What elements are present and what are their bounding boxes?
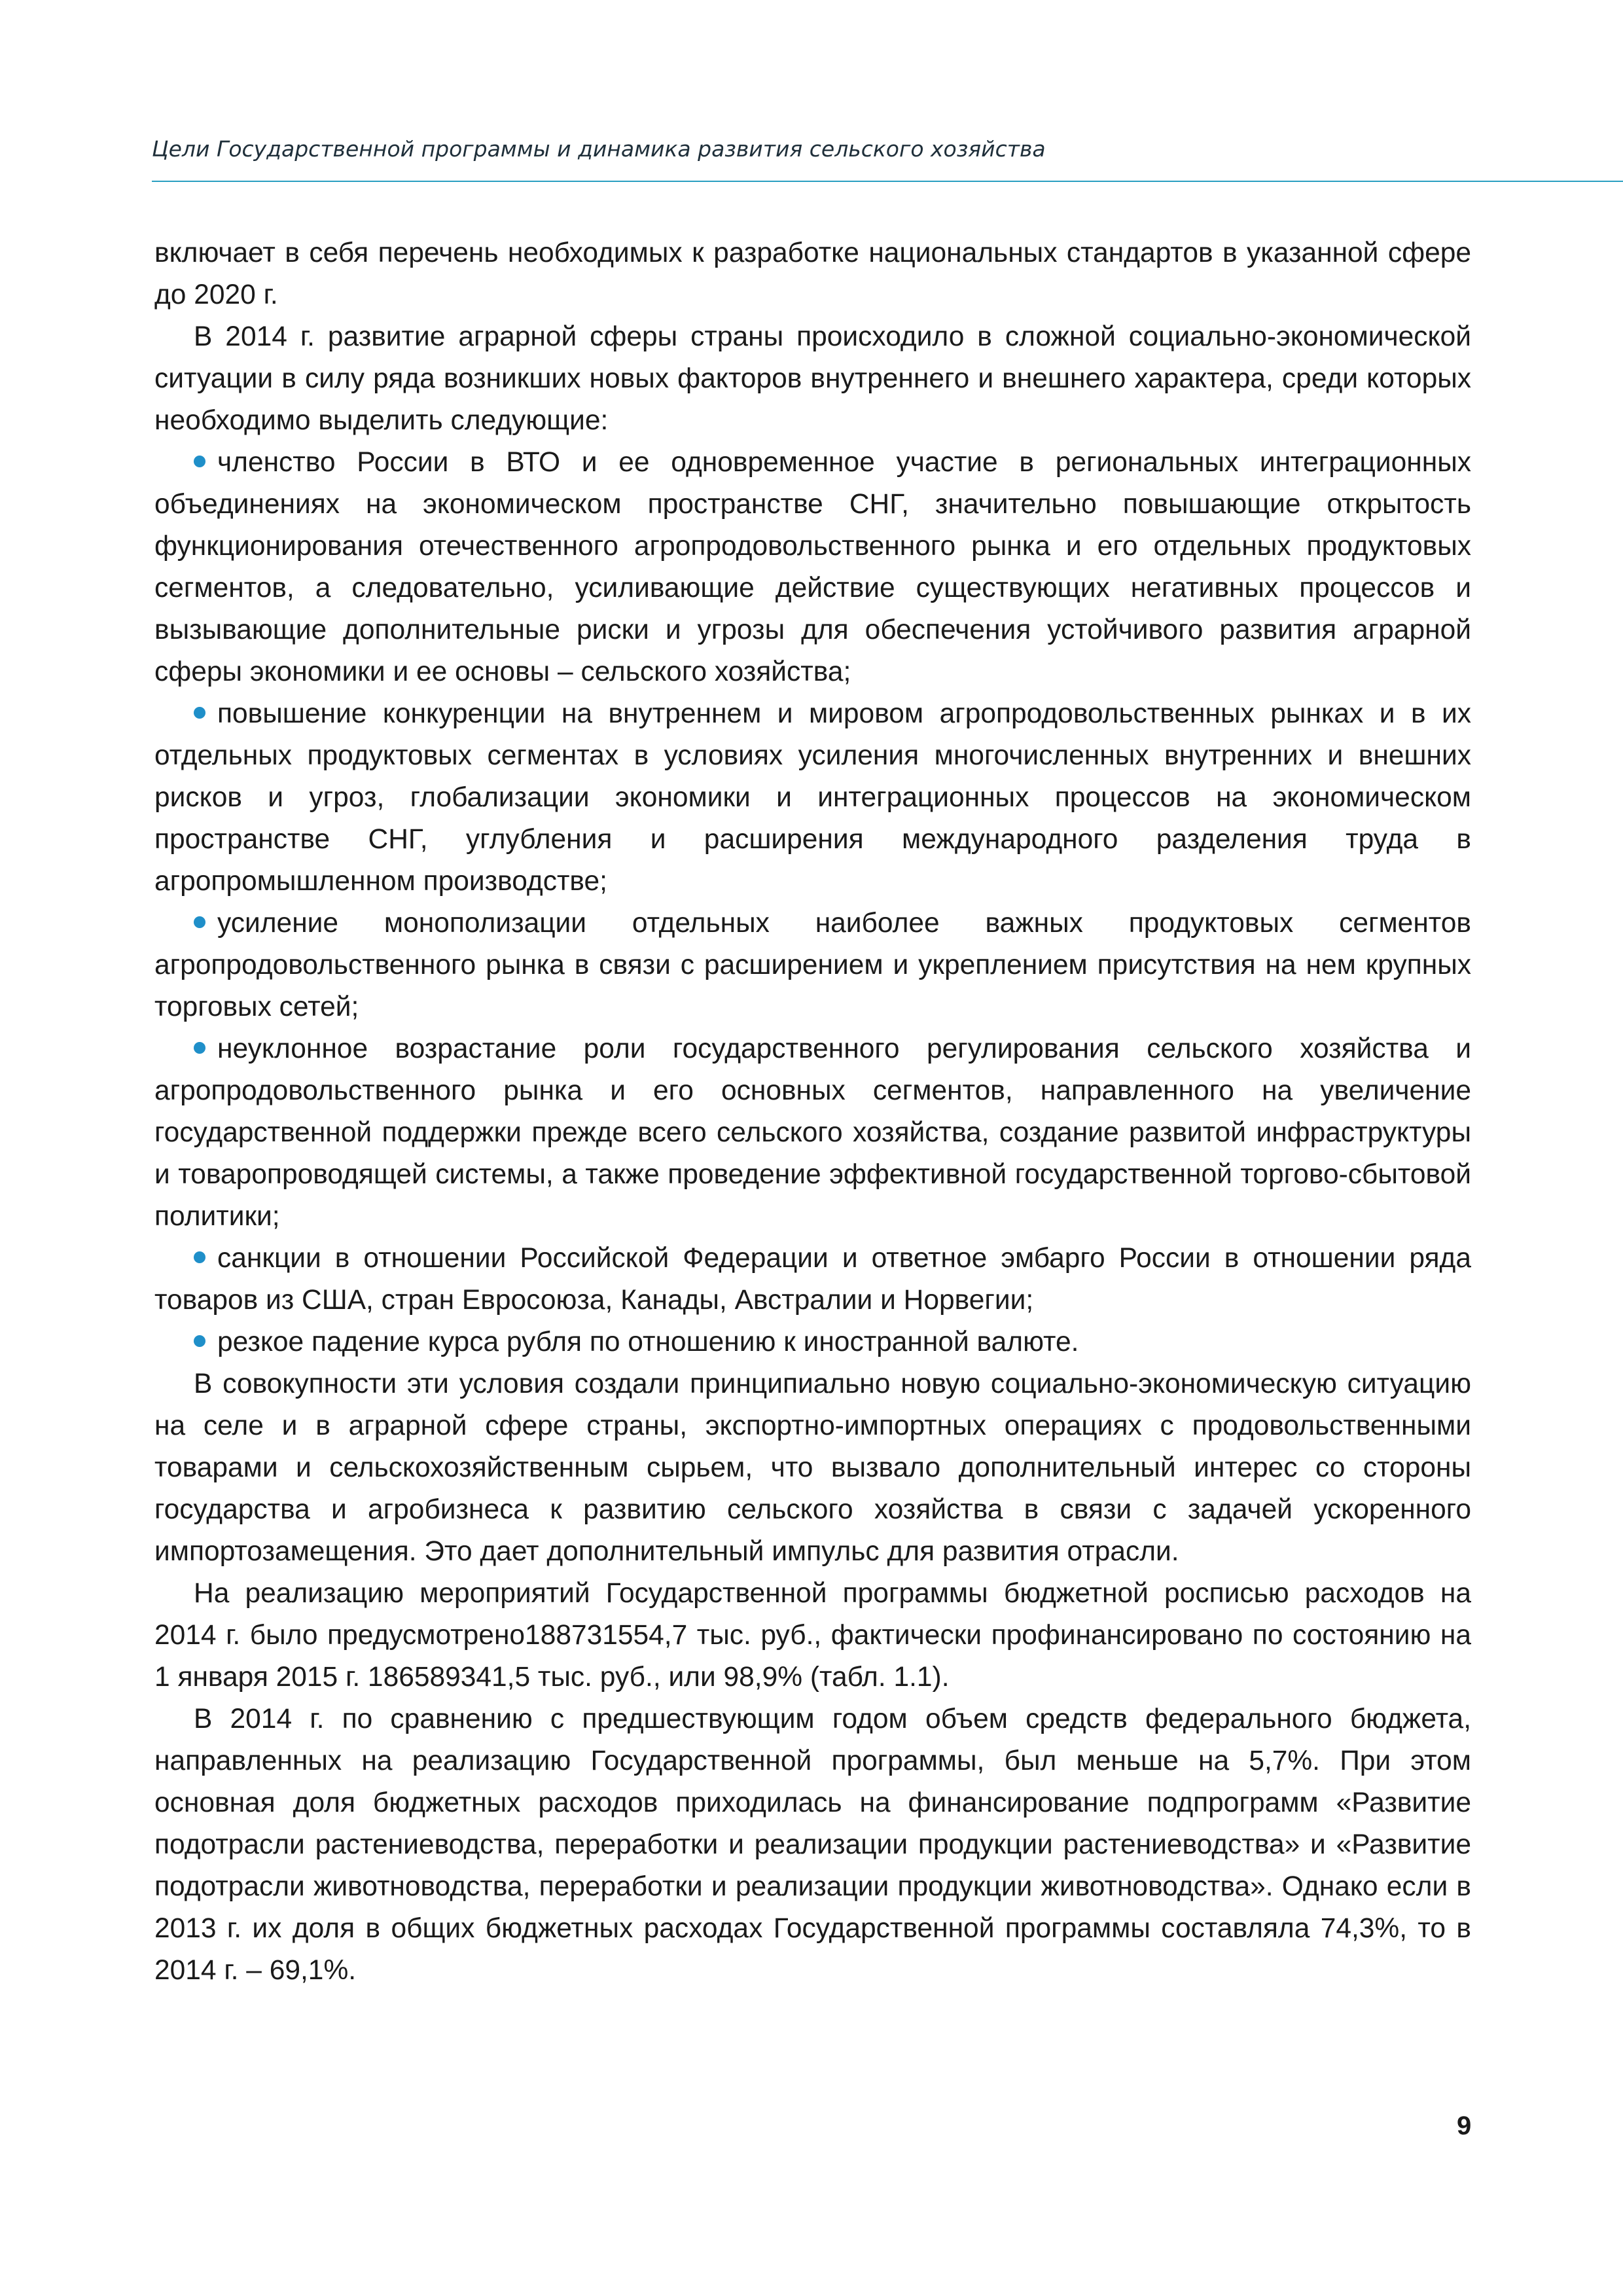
body-text	[154, 232, 1471, 1992]
paragraph-financing: На реализацию мероприятий Государственной программы бюджетной росписью расходов на 2014 г. было предусмотрено188731554,7 тыс. руб., фактически профинансировано по состоянию на 1 января 2015 г. 186589341,5 тыс. руб., или 98,9% (табл. 1.1).	[154, 1578, 1471, 1693]
bullet-item	[154, 1321, 1471, 1363]
bullet-item	[154, 1238, 1471, 1321]
bullet-text: членство России в ВТО и ее одновременное участие в региональных интеграционных объединениях на экономическом пространстве СНГ, значительно повышающие открытость функционирования отечественного агропродовольственного рынка и его отдельных продуктовых сегментов, а следовательно, усиливающие действие существующих негативных процессов и вызывающие дополнительные риски и угрозы для обеспечения устойчивого развития аграрной сферы экономики и ее основы – сельского хозяйства;	[154, 447, 1471, 687]
bullet-text: санкции в отношении Российской Федерации и ответное эмбарго России в отношении ряда товаров из США, стран Евросоюза, Канады, Австралии и Норвегии;	[154, 1243, 1471, 1316]
bullet-text: резкое падение курса рубля по отношению к иностранной валюте.	[217, 1327, 1079, 1357]
paragraph-intro: В 2014 г. развитие аграрной сферы страны происходило в сложной социально-экономической ситуации в силу ряда возникших новых факторов внутреннего и внешнего характера, среди которых необходимо выделить следующие:	[154, 321, 1471, 436]
running-header-title: Цели Государственной программы и динамика развития сельского хозяйства	[152, 136, 1046, 162]
running-header	[152, 128, 1623, 182]
paragraph-conditions: В совокупности эти условия создали принципиально новую социально-экономическую ситуацию на селе и в аграрной сфере страны, экспортно-импортных операциях с продовольственными товарами и сельскохозяйственным сырьем, что вызвало дополнительный интерес со стороны государства и агробизнеса к развитию сельского хозяйства в связи с задачей ускоренного импортозамещения. Это дает дополнительный импульс для развития отрасли.	[154, 1369, 1471, 1567]
bullet-icon	[194, 456, 205, 467]
page-number: 9	[1457, 2111, 1472, 2140]
bullet-item	[154, 1028, 1471, 1238]
bullet-item	[154, 693, 1471, 903]
bullet-item	[154, 903, 1471, 1028]
paragraph-continued: включает в себя перечень необходимых к разработке национальных стандартов в указанной сфере до 2020 г.	[154, 238, 1471, 310]
bullet-text: усиление монополизации отдельных наиболее важных продуктовых сегментов агропродовольственного рынка в связи с расширением и укреплением присутствия на нем крупных торговых сетей;	[154, 908, 1471, 1022]
bullet-icon	[194, 916, 205, 928]
paragraph-budget-comparison: В 2014 г. по сравнению с предшествующим годом объем средств федерального бюджета, направленных на реализацию Государственной программы, был меньше на 5,7%. При этом основная доля бюджетных расходов приходилась на финансирование подпрограмм «Развитие подотрасли растениеводства, переработки и реализации продукции растениеводства» и «Развитие подотрасли животноводства, переработки и реализации продукции животноводства». Однако если в 2013 г. их доля в общих бюджетных расходах Государственной программы составляла 74,3%, то в 2014 г. – 69,1%.	[154, 1704, 1471, 1986]
bullet-item	[154, 442, 1471, 693]
bullet-text: повышение конкуренции на внутреннем и мировом агропродовольственных рынках и в их отдельных продуктовых сегментах в условиях усиления многочисленных внутренних и внешних рисков и угроз, глобализации экономики и интеграционных процессов на экономическом пространстве СНГ, углубления и расширения международного разделения труда в агропромышленном производстве;	[154, 698, 1471, 897]
bullet-icon	[194, 1335, 205, 1347]
bullet-icon	[194, 1042, 205, 1054]
bullet-icon	[194, 707, 205, 719]
bullet-text: неуклонное возрастание роли государственного регулирования сельского хозяйства и агропродовольственного рынка и его основных сегментов, направленного на увеличение государственной поддержки прежде всего сельского хозяйства, создание развитой инфраструктуры и товаропроводящей системы, а также проведение эффективной государственной торгово-сбытовой политики;	[154, 1033, 1471, 1232]
bullet-icon	[194, 1251, 205, 1263]
